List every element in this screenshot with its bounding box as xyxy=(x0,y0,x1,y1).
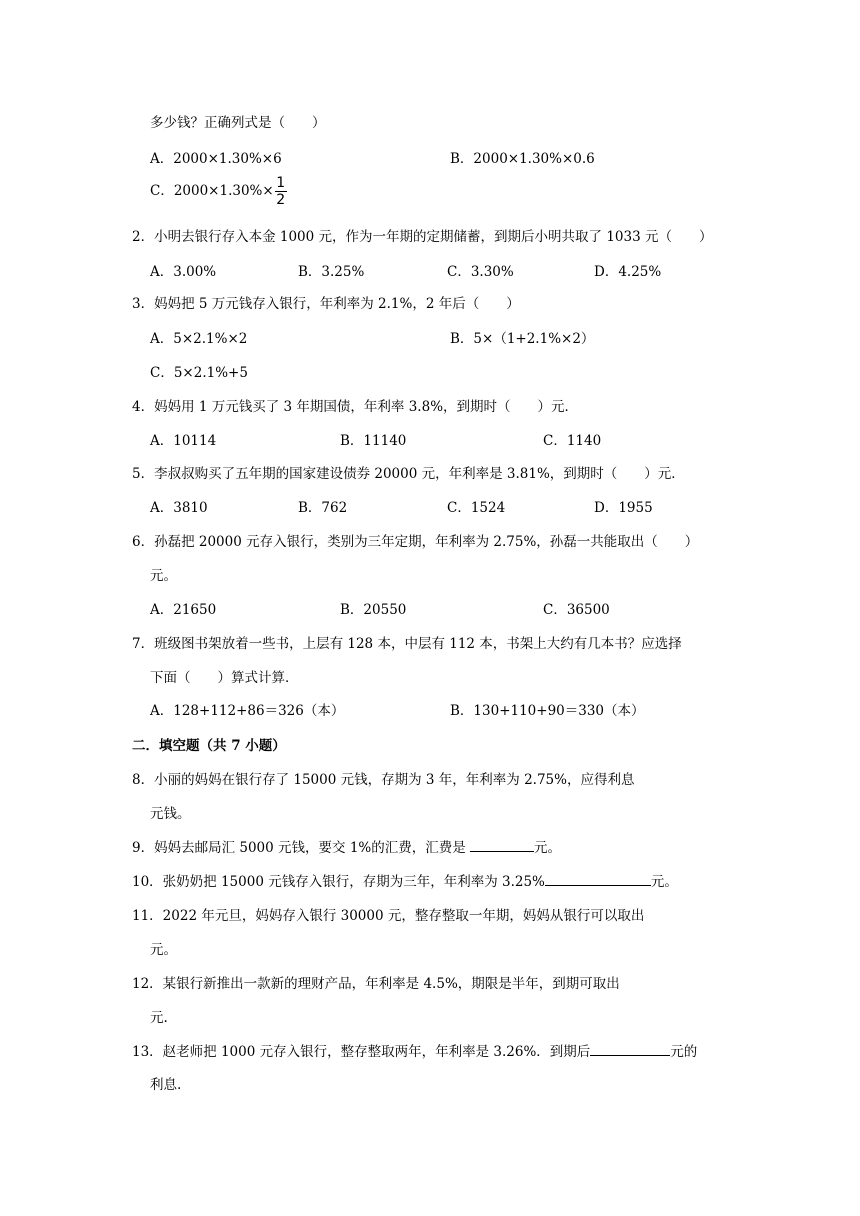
q9-text: 9．妈妈去邮局汇 5000 元钱，要交 1%的汇费，汇费是 xyxy=(132,840,471,856)
q3-stem: 3．妈妈把 5 万元钱存入银行，年利率为 2.1%，2 年后（ ） xyxy=(132,296,520,312)
q1-option-a: A．2000×1.30%×6 xyxy=(150,151,282,167)
q13-stem-cont: 利息. xyxy=(150,1077,182,1093)
q4-option-b: B．11140 xyxy=(340,433,407,449)
fraction-numerator: 1 xyxy=(276,175,286,191)
q13-unit: 元的 xyxy=(670,1044,698,1060)
q13-stem xyxy=(132,1040,697,1060)
q5-option-a: A．3810 xyxy=(150,500,208,516)
q3-option-a: A．5×2.1%×2 xyxy=(150,331,248,347)
q2-option-a: A．3.00% xyxy=(150,264,217,280)
q1-option-c-text: C．2000×1.30%× xyxy=(150,183,274,199)
q4-option-a: A．10114 xyxy=(150,433,217,449)
q5-option-c: C．1524 xyxy=(447,500,506,516)
q3-option-b: B．5×（1+2.1%×2） xyxy=(450,331,595,347)
q2-option-c: C．3.30% xyxy=(447,264,514,280)
q10-answer-blank xyxy=(545,871,651,886)
q1-stem-tail: 多少钱？正确列式是（ ） xyxy=(150,115,326,131)
q10-text: 10．张奶奶把 15000 元钱存入银行，存期为三年，年利率为 3.25% xyxy=(132,874,545,890)
q13-answer-blank xyxy=(590,1041,670,1056)
q6-stem: 6．孙磊把 20000 元存入银行，类别为三年定期，年利率为 2.75%，孙磊一共能取出（ ） xyxy=(132,534,699,550)
q6-option-b: B．20550 xyxy=(340,602,407,618)
q11-stem: 11．2022 年元旦，妈妈存入银行 30000 元，整存整取一年期，妈妈从银行可以取出 xyxy=(132,908,645,924)
q9-unit: 元。 xyxy=(534,840,562,856)
q8-stem: 8．小丽的妈妈在银行存了 15000 元钱，存期为 3 年，年利率为 2.75%，应得利息 xyxy=(132,772,635,788)
q2-stem: 2．小明去银行存入本金 1000 元，作为一年期的定期储蓄，到期后小明共取了 1033 元（ ） xyxy=(132,229,713,245)
q4-stem: 4．妈妈用 1 万元钱买了 3 年期国债，年利率 3.8%，到期时（ ）元． xyxy=(132,399,579,415)
q12-stem: 12．某银行新推出一款新的理财产品，年利率是 4.5%，期限是半年，到期可取出 xyxy=(132,976,620,992)
q7-option-a: A．128+112+86＝326（本） xyxy=(150,703,345,719)
q8-stem-cont: 元钱。 xyxy=(150,806,191,822)
q7-stem: 7．班级图书架放着一些书，上层有 128 本，中层有 112 本，书架上大约有几本书？应选择 xyxy=(132,636,682,652)
q6-option-c: C．36500 xyxy=(543,602,610,618)
section-heading-fill-in: 二．填空题（共 7 小题） xyxy=(132,738,286,754)
q13-text: 13．赵老师把 1000 元存入银行，整存整取两年，年利率是 3.26%．到期后 xyxy=(132,1044,591,1060)
q6-stem-cont: 元。 xyxy=(150,568,177,584)
q7-option-b: B．130+110+90＝330（本） xyxy=(450,703,645,719)
q10-unit: 元。 xyxy=(650,874,678,890)
q3-option-c: C．5×2.1%+5 xyxy=(150,365,248,381)
q2-option-d: D．4.25% xyxy=(594,264,662,280)
q4-option-c: C．1140 xyxy=(543,433,602,449)
q12-stem-cont: 元. xyxy=(150,1010,168,1026)
fraction-denominator: 2 xyxy=(276,192,286,208)
q11-stem-cont: 元。 xyxy=(150,942,177,958)
q5-option-d: D．1955 xyxy=(594,500,653,516)
q7-stem-cont: 下面（ ）算式计算． xyxy=(150,670,299,686)
q1-option-c xyxy=(150,176,287,207)
q1-option-c-fraction xyxy=(275,176,287,207)
q6-option-a: A．21650 xyxy=(150,602,217,618)
q5-option-b: B．762 xyxy=(298,500,348,516)
q2-option-b: B．3.25% xyxy=(298,264,365,280)
q5-stem: 5．李叔叔购买了五年期的国家建设债券 20000 元，年利率是 3.81%，到期时（ ）元． xyxy=(132,466,685,482)
q10-stem xyxy=(132,870,678,890)
q1-option-b: B．2000×1.30%×0.6 xyxy=(450,151,595,167)
q9-answer-blank xyxy=(470,837,534,852)
q9-stem xyxy=(132,836,561,856)
